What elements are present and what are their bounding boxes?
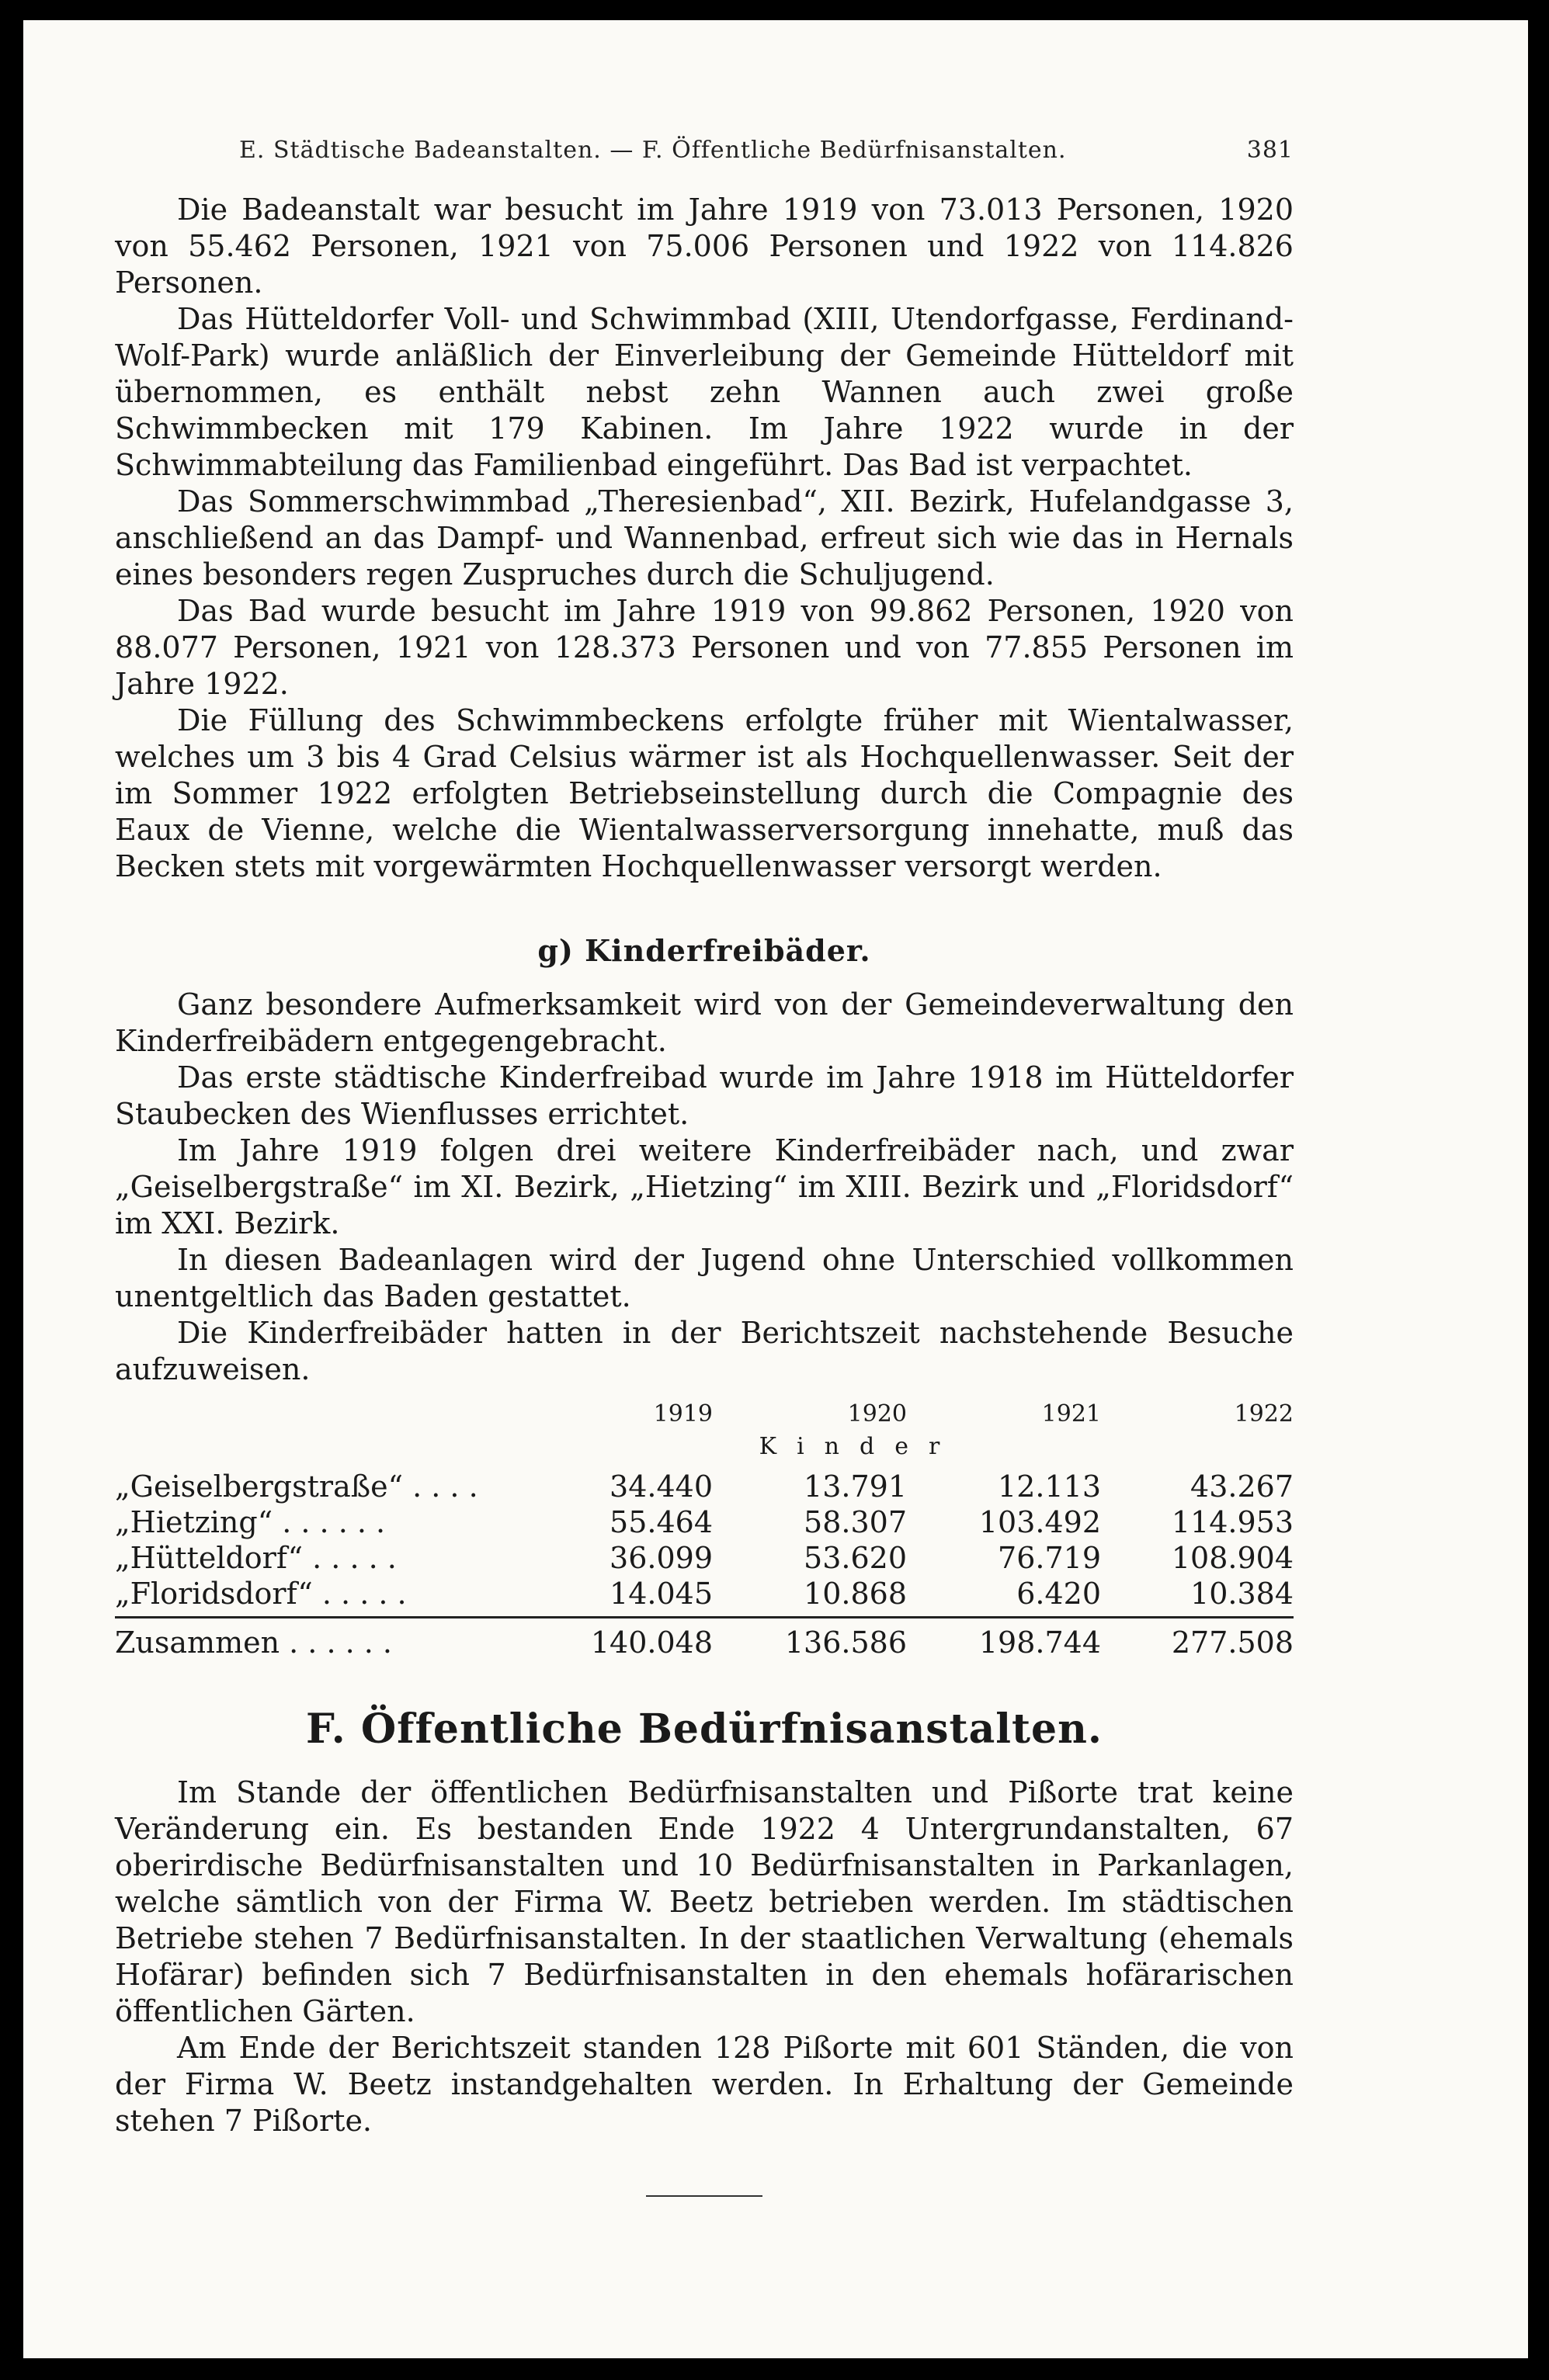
paragraph: Die Füllung des Schwimmbeckens erfolgte früher mit Wientalwasser, welches um 3 bis 4 Grad Celsius wärmer ist als Hochquellenwasser. Seit der im Sommer 1922 erfolgten Betriebseinstellung durch die Compagnie des Eaux de Vienne, welche die Wientalwasserversorgung innehatte, muß das Becken stets mit vorgewärmten Hochquellenwasser versorgt werden.	[115, 703, 1294, 883]
table-header-year: 1920	[847, 1400, 907, 1428]
table-row	[115, 1504, 1294, 1540]
paragraph: Am Ende der Berichtszeit standen 128 Pißorte mit 601 Ständen, die von der Firma W. Beetz instandgehalten werden. In Erhaltung der Gemeinde stehen 7 Pißorte.	[115, 2031, 1294, 2138]
paragraph: Das Hütteldorfer Voll- und Schwimmbad (XIII, Utendorfgasse, Ferdinand-Wolf-Park) wurde anläßlich der Einverleibung der Gemeinde Hütteldorf mit übernommen, es enthält nebst zehn Wannen auch zwei große Schwimmbecken mit 179 Kabinen. Im Jahre 1922 wurde in der Schwimmabteilung das Familienbad eingeführt. Das Bad ist verpachtet.	[115, 302, 1294, 482]
row-label: „Hietzing“ . . . . . .	[115, 1505, 386, 1539]
row-value: 36.099	[610, 1541, 713, 1575]
total-value: 277.508	[1171, 1625, 1294, 1660]
page-number: 381	[1246, 137, 1294, 164]
row-value: 58.307	[804, 1505, 907, 1539]
paragraph: Im Jahre 1919 folgen drei weitere Kinderfreibäder nach, und zwar „Geiselbergstraße“ im XI. Bezirk, „Hietzing“ im XIII. Bezirk und „Floridsdorf“ im XXI. Bezirk.	[115, 1133, 1294, 1240]
row-value: 108.904	[1171, 1541, 1294, 1575]
page-sheet	[23, 20, 1528, 2358]
row-label: „Geiselbergstraße“ . . . .	[115, 1469, 478, 1504]
table-header-spacer	[115, 1399, 519, 1430]
row-value: 12.113	[998, 1469, 1101, 1504]
total-value: 136.586	[784, 1625, 907, 1660]
row-label: „Hütteldorf“ . . . . .	[115, 1541, 397, 1575]
row-value: 53.620	[804, 1541, 907, 1575]
page-content	[115, 137, 1294, 2197]
table-row	[115, 1576, 1294, 1612]
paragraph: Ganz besondere Aufmerksamkeit wird von der Gemeindeverwaltung den Kinderfreibädern entgegengebracht.	[115, 987, 1294, 1058]
total-value: 198.744	[978, 1625, 1101, 1660]
running-head	[115, 137, 1294, 164]
top-paragraphs	[115, 192, 1294, 885]
row-value: 6.420	[1016, 1577, 1101, 1611]
paragraph: Das Bad wurde besucht im Jahre 1919 von 99.862 Personen, 1920 von 88.077 Personen, 1921 von 128.373 Personen und von 77.855 Personen im Jahre 1922.	[115, 594, 1294, 701]
running-title: E. Städtische Badeanstalten. — F. Öffentliche Bedürfnisanstalten.	[239, 137, 1067, 164]
paragraph: In diesen Badeanlagen wird der Jugend ohne Unterschied vollkommen unentgeltlich das Baden gestattet.	[115, 1243, 1294, 1313]
total-label: Zusammen . . . . . .	[115, 1625, 393, 1660]
row-value: 14.045	[610, 1577, 713, 1611]
table-total-row	[115, 1625, 1294, 1660]
total-value: 140.048	[590, 1625, 713, 1660]
paragraph: Die Badeanstalt war besucht im Jahre 1919 von 73.013 Personen, 1920 von 55.462 Personen, 1921 von 75.006 Personen und 1922 von 114.826 Personen.	[115, 193, 1294, 300]
row-value: 13.791	[804, 1469, 907, 1504]
paragraph: Im Stande der öffentlichen Bedürfnisanstalten und Pißorte trat keine Veränderung ein. Es bestanden Ende 1922 4 Untergrundanstalten, 67 oberirdische Bedürfnisanstalten und 10 Bedürfnisanstalten in Parkanlagen, welche sämtlich von der Firma W. Beetz betrieben werden. Im städtischen Betriebe stehen 7 Bedürfnisanstalten. In der staatlichen Verwaltung (ehemals Hofärar) befinden sich 7 Bedürfnisanstalten in den ehemals hofärarischen öffentlichen Gärten.	[115, 1775, 1294, 2028]
row-value: 34.440	[610, 1469, 713, 1504]
table-header-year: 1921	[1041, 1400, 1101, 1428]
visitor-table	[115, 1399, 1294, 1660]
end-divider	[646, 2195, 762, 2197]
row-value: 114.953	[1171, 1505, 1294, 1539]
row-value: 10.384	[1190, 1577, 1294, 1611]
table-unit-label: Kinder	[759, 1433, 960, 1460]
table-row	[115, 1469, 1294, 1504]
paragraph: Das erste städtische Kinderfreibad wurde im Jahre 1918 im Hütteldorfer Staubecken des Wienflusses errichtet.	[115, 1060, 1294, 1131]
subsection-paragraphs	[115, 987, 1294, 1388]
row-value: 43.267	[1190, 1469, 1294, 1504]
paragraph: Die Kinderfreibäder hatten in der Berichtszeit nachstehende Besuche aufzuweisen.	[115, 1316, 1294, 1386]
row-value: 76.719	[998, 1541, 1101, 1575]
row-value: 55.464	[610, 1505, 713, 1539]
section-paragraphs	[115, 1775, 1294, 2139]
table-row	[115, 1540, 1294, 1576]
row-value: 103.492	[978, 1505, 1101, 1539]
row-value: 10.868	[804, 1577, 907, 1611]
table-header	[115, 1399, 1294, 1430]
section-title: F. Öffentliche Bedürfnisanstalten.	[305, 1705, 1103, 1753]
table-header-year: 1919	[653, 1400, 713, 1428]
subsection-title: g) Kinderfreibäder.	[537, 933, 871, 968]
paragraph: Das Sommerschwimmbad „Theresienbad“, XII. Bezirk, Hufelandgasse 3, anschließend an das Dampf- und Wannenbad, erfreut sich wie das in Hernals eines besonders regen Zuspruches durch die Schuljugend.	[115, 484, 1294, 592]
row-label: „Floridsdorf“ . . . . .	[115, 1577, 407, 1611]
table-sum-rule	[115, 1616, 1294, 1618]
table-header-year: 1922	[1234, 1400, 1294, 1428]
